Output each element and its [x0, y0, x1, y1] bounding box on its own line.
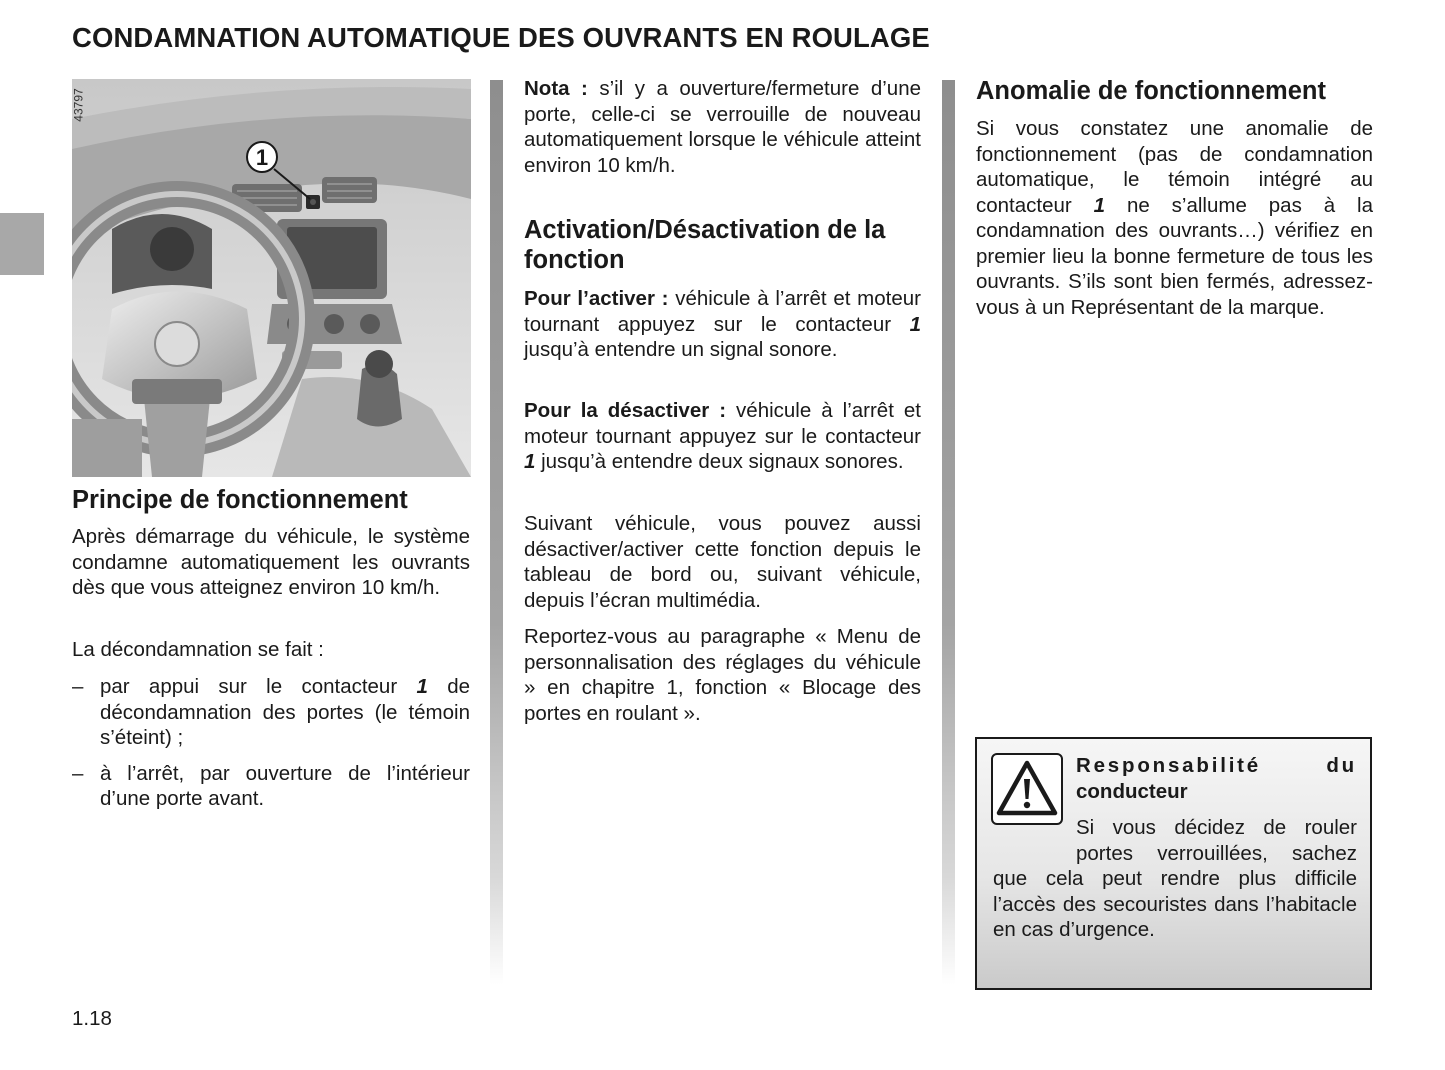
ref-contacteur-1: 1	[1093, 193, 1106, 217]
column-divider-1	[490, 80, 503, 985]
desactiver-label: Pour la désactiver :	[524, 399, 727, 422]
section-heading-anomalie: Anomalie de fonctionnement	[976, 77, 1326, 105]
page-title: CONDAMNATION AUTOMATIQUE DES OUVRANTS EN ROULAGE	[72, 22, 930, 53]
ref-contacteur-1: 1	[909, 312, 921, 336]
ref-contacteur-1: 1	[524, 450, 536, 473]
paragraph-nota: Nota : s’il y a ouverture/fermeture d’une porte, celle-ci se verrouille de nouveau automatiquement lorsque le véhicule atteint environ 10 km/h.	[524, 77, 921, 177]
list-item: – à l’arrêt, par ouverture de l’intérieur d’une porte avant.	[72, 761, 470, 810]
paragraph-reportez-vous: Reportez-vous au paragraphe « Menu de personnalisation des réglages du véhicule » en chapitre 1, fonction « Blocage des portes en roulant ».	[524, 625, 921, 725]
activer-label: Pour l’activer :	[524, 287, 669, 310]
chapter-tab	[0, 213, 44, 275]
warning-box	[975, 737, 1372, 990]
paragraph-tableau-de-bord: Suivant véhicule, vous pouvez aussi désactiver/activer cette fonction depuis le tableau de bord ou, suivant véhicule, depuis l’écran multimédia.	[524, 512, 921, 612]
callout-1: 1	[255, 145, 269, 170]
paragraph-activer: Pour l’activer : véhicule à l’arrêt et moteur tournant appuyez sur le contacteur 1 jusqu’à entendre un signal sonore.	[524, 287, 921, 361]
figure-code: 43797	[72, 88, 86, 122]
section-heading-principe: Principe de fonctionnement	[72, 486, 408, 514]
section-heading-activation: Activation/Désactivation de la fonction	[524, 216, 886, 274]
paragraph-principe: Après démarrage du véhicule, le système condamne automatiquement les ouvrants dès que vous atteignez environ 10 km/h.	[72, 525, 470, 599]
warning-title: Responsabilité du conducteur	[1076, 754, 1357, 803]
paragraph-anomalie: Si vous constatez une anomalie de fonctionnement (pas de condamnation automatique, le témoin intégré au contacteur 1 ne s’allume pas à la condamnation des ouvrants…) vérifiez en premier lieu la bonne fermeture de tous les ouvrants. S’ils sont bien fermés, adressez-vous à un Représentant de la marque.	[976, 117, 1373, 319]
warning-text: Si vous décidez de rouler portes verrouillées, sachez que cela peut rendre plus difficile l’accès des secouristes dans l’habitacle en cas d’urgence.	[993, 816, 1357, 941]
nota-label: Nota :	[524, 77, 588, 100]
dashboard-illustration	[72, 79, 471, 477]
paragraph-desactiver: Pour la désactiver : véhicule à l’arrêt et moteur tournant appuyez sur le contacteur 1 jusqu’à entendre deux signaux sonores.	[524, 399, 921, 473]
column-divider-2	[942, 80, 955, 985]
decondamnation-list	[72, 674, 470, 812]
page-number: 1.18	[72, 1007, 112, 1030]
ref-contacteur-1: 1	[416, 675, 428, 698]
list-item: – par appui sur le contacteur 1 de décondamnation des portes (le témoin s’éteint) ;	[72, 675, 470, 749]
paragraph-decondamnation: La décondamnation se fait :	[72, 638, 324, 661]
